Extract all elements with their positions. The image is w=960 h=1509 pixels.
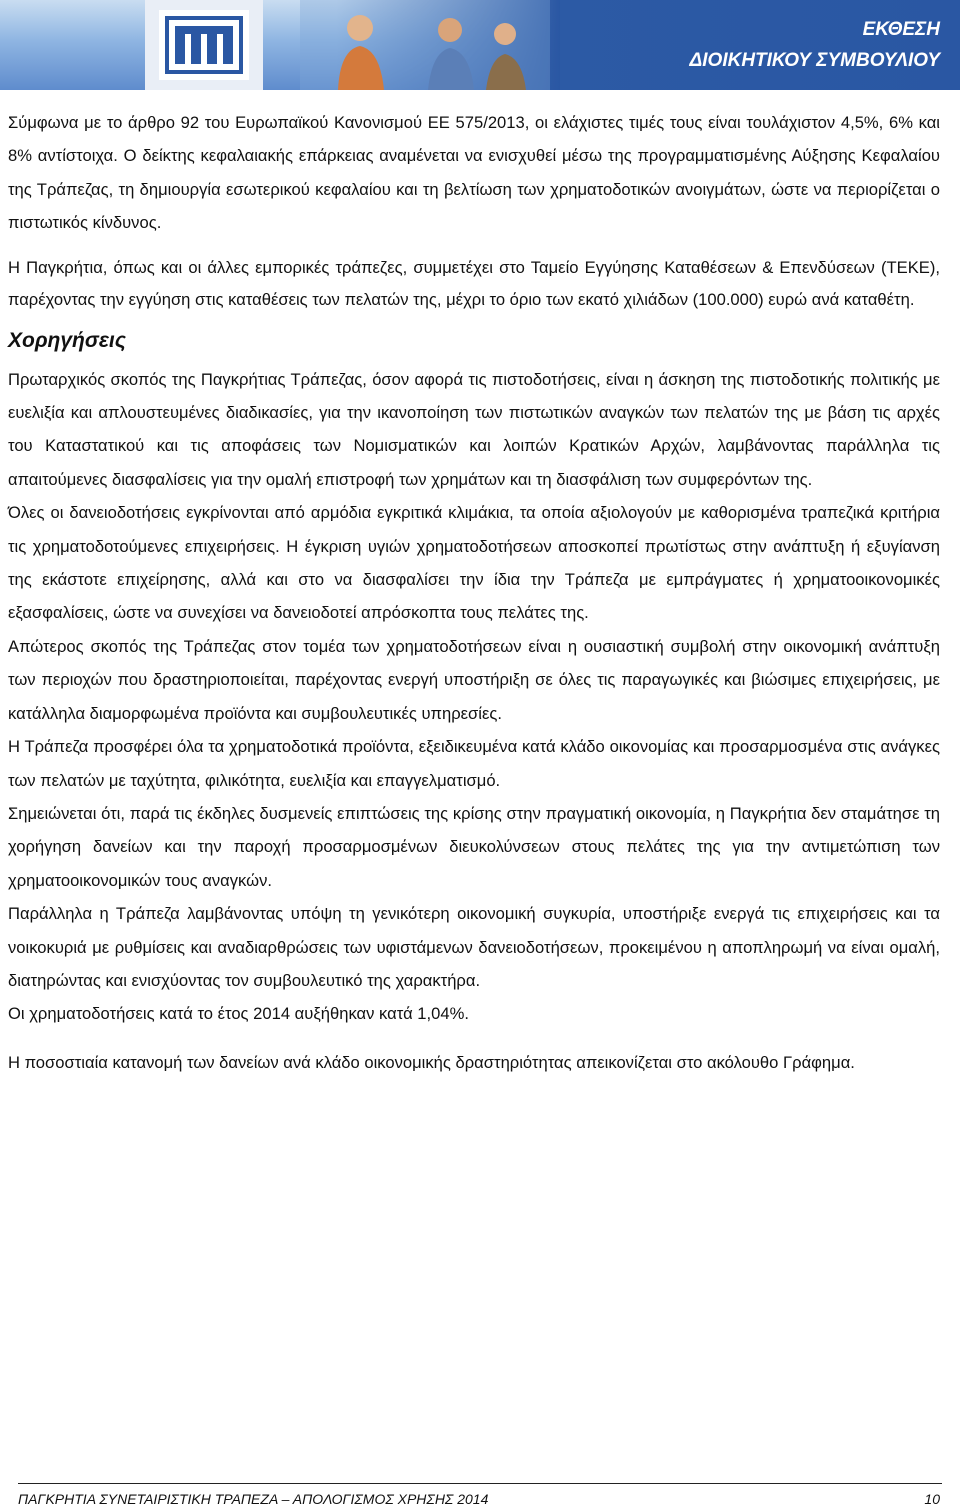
paragraph-capital-ratios: Σύμφωνα με το άρθρο 92 του Ευρωπαϊκού Κανονισμού ΕΕ 575/2013, οι ελάχιστες τιμές τους είναι τουλάχιστον 4,5%, 6% και 8% αντίστοιχα. Ο δείκτης κεφαλαιακής επάρκειας αναμένεται να ενισχυθεί μέσω της προγραμματισμένης Αύξησης Κεφαλαίου της Τράπεζας, τη δημιουργία εσωτερικού κεφαλαίου και τη βελτίωση των χρηματοδοτικών ανοιγμάτων, ώστε να περιορίζεται ο πιστωτικός κίνδυνος.: [8, 113, 940, 233]
page-footer: [18, 1483, 942, 1507]
header-banner: [0, 0, 960, 90]
footer-text: ΠΑΓΚΡΗΤΙΑ ΣΥΝΕΤΑΙΡΙΣΤΙΚΗ ΤΡΑΠΕΖΑ – ΑΠΟΛΟΓΙΣΜΟΣ ΧΡΗΣΗΣ 2014: [18, 1491, 489, 1507]
paragraph-loans-approval: Όλες οι δανειοδοτήσεις εγκρίνονται από αρμόδια εγκριτικά κλιμάκια, τα οποία αξιολογούν με καθορισμένα τραπεζικά κριτήρια τις χρηματοδοτούμενες επιχειρήσεις. Η έγκριση υγιών χρηματοδοτήσεων αποσκοπεί πρωτίστως στην ανάπτυξη ή εξυγίανση της εκάστοτε επιχείρησης, αλλά και στο να διασφαλίσει την ίδια την Τράπεζα με εμπράγματες ή χρηματοοικονομικές εξασφαλίσεις, ώστε να συνεχίσει να δανειοδοτεί απρόσκοπτα τους πελάτες της.: [8, 503, 940, 623]
people-illustration: [300, 0, 550, 90]
page-number: 10: [924, 1491, 940, 1507]
paragraph-loans-crisis: Σημειώνεται ότι, παρά τις έκδηλες δυσμενείς επιπτώσεις της κρίσης στην πραγματική οικονομία, η Παγκρήτια δεν σταμάτησε τη χορήγηση δανείων και την παροχή προσαρμοσμένων διευκολύνσεων στους πελάτες της για την αντιμετώπιση των χρηματοοικονομικών τους αναγκών.: [8, 803, 940, 890]
paragraph-deposit-guarantee: Η Παγκρήτια, όπως και οι άλλες εμπορικές τράπεζες, συμμετέχει στο Ταμείο Εγγύησης Καταθέσεων & Επενδύσεων (ΤΕΚΕ), παρέχοντας την εγγύηση στις καταθέσεις των πελατών της, μέχρι το όριο των εκατό χιλιάδων (100.000) ευρώ ανά καταθέτη.: [8, 257, 940, 310]
paragraph-chart-intro: Η ποσοστιαία κατανομή των δανείων ανά κλάδο οικονομικής δραστηριότητας απεικονίζεται στο ακόλουθο Γράφημα.: [8, 1052, 855, 1072]
report-title-line2: ΔΙΟΙΚΗΤΙΚΟΥ ΣΥΜΒΟΥΛΙΟΥ: [689, 50, 940, 71]
paragraph-loans-goal: Απώτερος σκοπός της Τράπεζας στον τομέα των χρηματοδοτήσεων είναι η ουσιαστική συμβολή στην οικονομική ανάπτυξη των περιοχών που δραστηριοποιείται, παρέχοντας ενεργή υποστήριξη σε όλες τις παραγωγικές και βιώσιμες επιχειρήσεις, με κατάλληλα διαμορφωμένα προϊόντα και συμβουλευτικές υπηρεσίες.: [8, 636, 940, 723]
paragraph-loans-products: Η Τράπεζα προσφέρει όλα τα χρηματοδοτικά προϊόντα, εξειδικευμένα κατά κλάδο οικονομίας και προσαρμοσμένα στις ανάγκες των πελατών με ταχύτητα, φιλικότητα, ευελιξία και επαγγελματισμό.: [8, 737, 940, 790]
paragraph-loans-growth: Οι χρηματοδοτήσεις κατά το έτος 2014 αυξήθηκαν κατά 1,04%.: [8, 1004, 469, 1024]
paragraph-loans-purpose: Πρωταρχικός σκοπός της Παγκρήτιας Τράπεζας, όσον αφορά τις πιστοδοτήσεις, είναι η άσκηση της πιστοδοτικής πολιτικής με ευελιξία και απλουστευμένες διαδικασίες, για την ικανοποίηση των πιστωτικών αναγκών των πελατών της με βάση τις αρχές του Καταστατικού και τις αποφάσεις των Νομισματικών και λοιπών Κρατικών Αρχών, λαμβάνοντας παράλληλα τις απαιτούμενες διασφαλίσεις για την ομαλή επιστροφή των χρημάτων και τη διασφάλιση των συμφερόντων της.: [8, 369, 940, 489]
bank-logo: [145, 0, 263, 90]
paragraph-loans-restructuring: Παράλληλα η Τράπεζα λαμβάνοντας υπόψη τη γενικότερη οικονομική συγκυρία, υποστήριξε ενεργά τις επιχειρήσεις και τα νοικοκυριά με ρυθμίσεις και αναδιαρθρώσεις των υφιστάμενων δανειοδοτήσεων, προκειμένου η αποπληρωμή να είναι ομαλή, διατηρώντας και ενισχύοντας τον συμβουλευτικό της χαρακτήρα.: [8, 904, 940, 990]
logo-mark-icon: [145, 0, 263, 90]
section-heading-loans: Χορηγήσεις: [8, 328, 126, 352]
report-title: [690, 14, 940, 76]
document-body: [8, 106, 940, 1079]
report-title-line1: ΕΚΘΕΣΗ: [862, 19, 940, 40]
